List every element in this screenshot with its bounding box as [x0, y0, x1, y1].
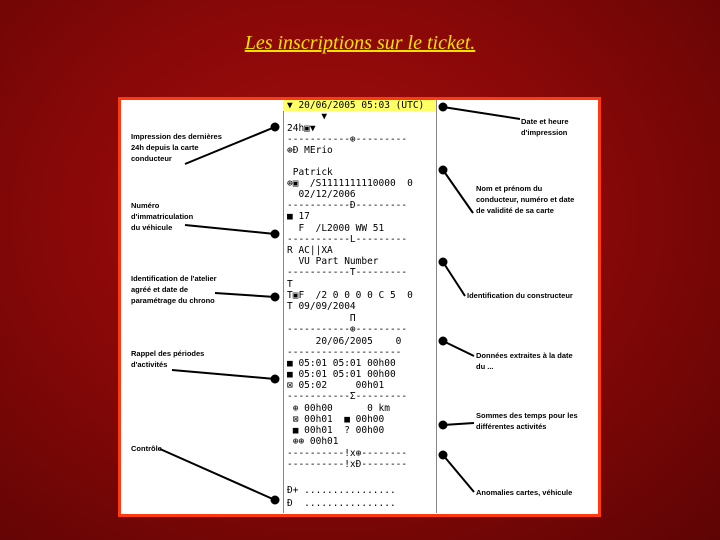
ticket-line: Ð+ ................	[287, 485, 396, 496]
slide-title: Les inscriptions sur le ticket.	[244, 32, 476, 54]
connector-extracted-data	[443, 341, 474, 356]
ticket-line: ■ 00h01 ? 00h00	[287, 425, 385, 436]
label-workshop-identification: Identification de l'atelier agréé et date de paramétrage du chrono	[131, 274, 217, 305]
ticket-line: Patrick	[287, 167, 333, 178]
label-registration-number: Numéro d'immatriculation du véhicule	[131, 201, 194, 232]
connector-anomalies	[443, 455, 474, 492]
ticket-line: --------------------	[287, 347, 402, 358]
ticket-line: -----------⊕---------	[287, 324, 408, 335]
connector-dot	[272, 376, 279, 383]
ticket-line: 20/06/2005 0	[287, 336, 402, 347]
label-manufacturer: Identification du constructeur	[467, 291, 573, 300]
label-activity-periods: Rappel des périodes d'activités	[131, 349, 205, 369]
ticket-line: ⊕Ð MErio	[287, 145, 333, 156]
connector-activity	[172, 370, 275, 379]
ticket-line: ■ 05:01 05:01 00h00	[287, 369, 396, 380]
ticket-line: -----------T---------	[287, 267, 408, 278]
ticket-line: 24h▣▼	[287, 123, 316, 134]
ticket-line: -----------Σ---------	[287, 391, 408, 402]
connector-dot	[440, 167, 447, 174]
ticket-line: T▣F /2 0 0 0 0 C 5 0	[287, 290, 413, 301]
label-anomalies: Anomalies cartes, véhicule	[476, 488, 573, 497]
ticket-line: T 09/09/2004	[287, 301, 356, 312]
ticket-line: ▼ 20/06/2005 05:03 (UTC)	[283, 100, 436, 111]
connector-dot	[440, 452, 447, 459]
ticket-line: ----------!xÐ--------	[287, 459, 408, 470]
connector-driver-identity	[443, 170, 473, 213]
ticket-line: ■ 17	[287, 211, 310, 222]
label-extracted-data: Données extraites à la date du ...	[476, 351, 573, 371]
ticket-line: F /L2000 WW 51	[287, 223, 385, 234]
connector-dot	[272, 124, 279, 131]
connector-dot	[440, 422, 447, 429]
ticket-line: Π	[287, 313, 356, 324]
connector-workshop	[215, 293, 275, 297]
ticket-line: ⊠ 05:02 00h01	[287, 380, 385, 391]
connector-last-24h	[185, 127, 275, 164]
ticket-line: Ð ................	[287, 498, 396, 509]
connector-control	[160, 449, 275, 500]
label-activity-totals: Sommes des temps pour les différentes activités	[476, 411, 578, 431]
ticket-line: -----------Ð---------	[287, 200, 408, 211]
ticket-line: -----------⊕---------	[287, 134, 408, 145]
ticket-line: R AC||XA	[287, 245, 333, 256]
ticket-line: ▼	[287, 111, 328, 122]
ticket-line: ■ 05:01 05:01 00h00	[287, 358, 396, 369]
label-print-date: Date et heure d'impression	[521, 117, 569, 137]
connector-registration	[185, 225, 275, 234]
connector-activity-totals	[443, 423, 474, 425]
ticket-line: -----------L---------	[287, 234, 408, 245]
connector-manufacturer	[443, 262, 465, 296]
label-driver-identity: Nom et prénom du conducteur, numéro et date de validité de sa carte	[476, 184, 575, 215]
ticket-line: ----------!x⊕--------	[287, 448, 408, 459]
connector-dot	[272, 497, 279, 504]
ticket-line: 02/12/2006	[287, 189, 356, 200]
ticket-line: T	[287, 279, 293, 290]
connector-dot	[440, 259, 447, 266]
ticket-line: ⊕▣ /S1111111110000 0	[287, 178, 413, 189]
connector-dot	[272, 294, 279, 301]
ticket-line: VU Part Number	[287, 256, 379, 267]
connector-dot	[272, 231, 279, 238]
ticket-line: ⊠ 00h01 ■ 00h00	[287, 414, 385, 425]
ticket-line: ⊕⊕ 00h01	[287, 436, 339, 447]
ticket-line: ⊕ 00h00 0 km	[287, 403, 390, 414]
connector-dot	[440, 104, 447, 111]
connector-dot	[440, 338, 447, 345]
label-control: Contrôle	[131, 444, 162, 453]
connector-print-date	[443, 107, 520, 119]
label-last-24h: Impression des dernières 24h depuis la carte conducteur	[131, 132, 222, 163]
